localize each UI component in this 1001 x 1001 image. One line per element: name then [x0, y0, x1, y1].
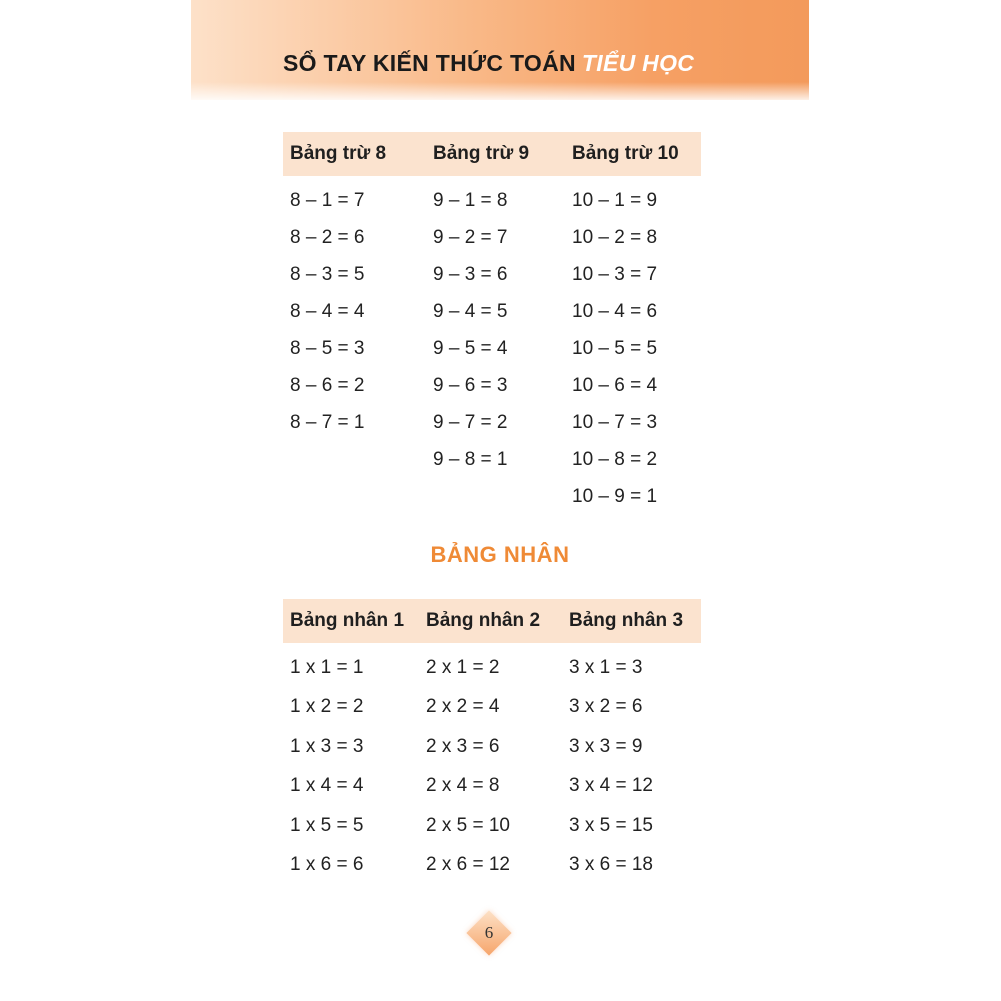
equation: 8 – 1 = 7: [290, 190, 365, 211]
equation: 9 – 2 = 7: [433, 227, 508, 248]
equation: 10 – 4 = 6: [572, 301, 658, 322]
equation: 8 – 3 = 5: [290, 264, 365, 285]
equation: 9 – 6 = 3: [433, 375, 508, 396]
subtract-9-column: [433, 182, 572, 515]
book-page: [191, 0, 809, 1001]
equation: 8 – 6 = 2: [290, 375, 365, 396]
multiply-1-column: [283, 648, 426, 884]
equation: 10 – 5 = 5: [572, 338, 658, 359]
column-header-subtract-8: Bảng trừ 8: [290, 143, 387, 164]
equation: 1 x 3 = 3: [290, 735, 364, 757]
column-header-multiply-2: Bảng nhân 2: [426, 610, 541, 631]
equation: 9 – 4 = 5: [433, 301, 508, 322]
equation: 1 x 5 = 5: [290, 814, 364, 836]
equation: 3 x 2 = 6: [569, 696, 643, 718]
equation: 2 x 4 = 8: [426, 775, 500, 797]
equation: 10 – 3 = 7: [572, 264, 658, 285]
column-header-multiply-3: Bảng nhân 3: [569, 610, 684, 631]
equation: 10 – 7 = 3: [572, 412, 658, 433]
equation: 3 x 5 = 15: [569, 814, 653, 836]
page-number: 6: [484, 923, 494, 942]
column-header-subtract-10: Bảng trừ 10: [572, 143, 679, 164]
equation: 9 – 8 = 1: [433, 449, 508, 470]
equation: 10 – 1 = 9: [572, 190, 658, 211]
equation: 1 x 6 = 6: [290, 853, 364, 875]
equation: 3 x 3 = 9: [569, 735, 643, 757]
section-title-multiplication: BẢNG NHÂN: [430, 542, 570, 567]
equation: 9 – 3 = 6: [433, 264, 508, 285]
multiply-2-column: [426, 648, 569, 884]
multiply-3-column: [569, 648, 701, 884]
equation: 3 x 1 = 3: [569, 657, 643, 678]
multiplication-table: [283, 599, 701, 884]
page-number-badge: [466, 910, 512, 956]
column-header-subtract-9: Bảng trừ 9: [433, 143, 530, 164]
equation: 10 – 2 = 8: [572, 227, 658, 248]
subtract-10-column: [572, 182, 701, 515]
equation: 2 x 5 = 10: [426, 814, 510, 836]
equation: 10 – 9 = 1: [572, 486, 658, 507]
equation: 8 – 2 = 6: [290, 227, 365, 248]
equation: 1 x 2 = 2: [290, 696, 364, 718]
equation: 8 – 4 = 4: [290, 301, 365, 322]
subtraction-table: [283, 132, 701, 515]
equation: 2 x 2 = 4: [426, 696, 500, 718]
page-header: [191, 0, 809, 100]
equation: 2 x 3 = 6: [426, 735, 500, 757]
equation: 10 – 6 = 4: [572, 375, 658, 396]
column-header-multiply-1: Bảng nhân 1: [290, 610, 405, 631]
equation: 8 – 5 = 3: [290, 338, 365, 359]
header-title-main: SỔ TAY KIẾN THỨC TOÁN: [283, 50, 576, 76]
header-title: [283, 50, 694, 77]
equation: 9 – 7 = 2: [433, 412, 508, 433]
equation: 3 x 4 = 12: [569, 775, 653, 797]
equation: 2 x 1 = 2: [426, 657, 500, 678]
equation: 10 – 8 = 2: [572, 449, 658, 470]
equation: 8 – 7 = 1: [290, 412, 365, 433]
equation: 1 x 4 = 4: [290, 775, 364, 797]
subtract-8-column: [283, 182, 433, 515]
equation: 1 x 1 = 1: [290, 657, 364, 678]
equation: 9 – 1 = 8: [433, 190, 508, 211]
equation: 3 x 6 = 18: [569, 853, 653, 875]
equation: 2 x 6 = 12: [426, 853, 510, 875]
subtraction-table-header: [283, 132, 701, 176]
equation: 9 – 5 = 4: [433, 338, 508, 359]
multiplication-table-header: [283, 599, 701, 643]
header-title-accent: TIỂU HỌC: [581, 50, 695, 76]
